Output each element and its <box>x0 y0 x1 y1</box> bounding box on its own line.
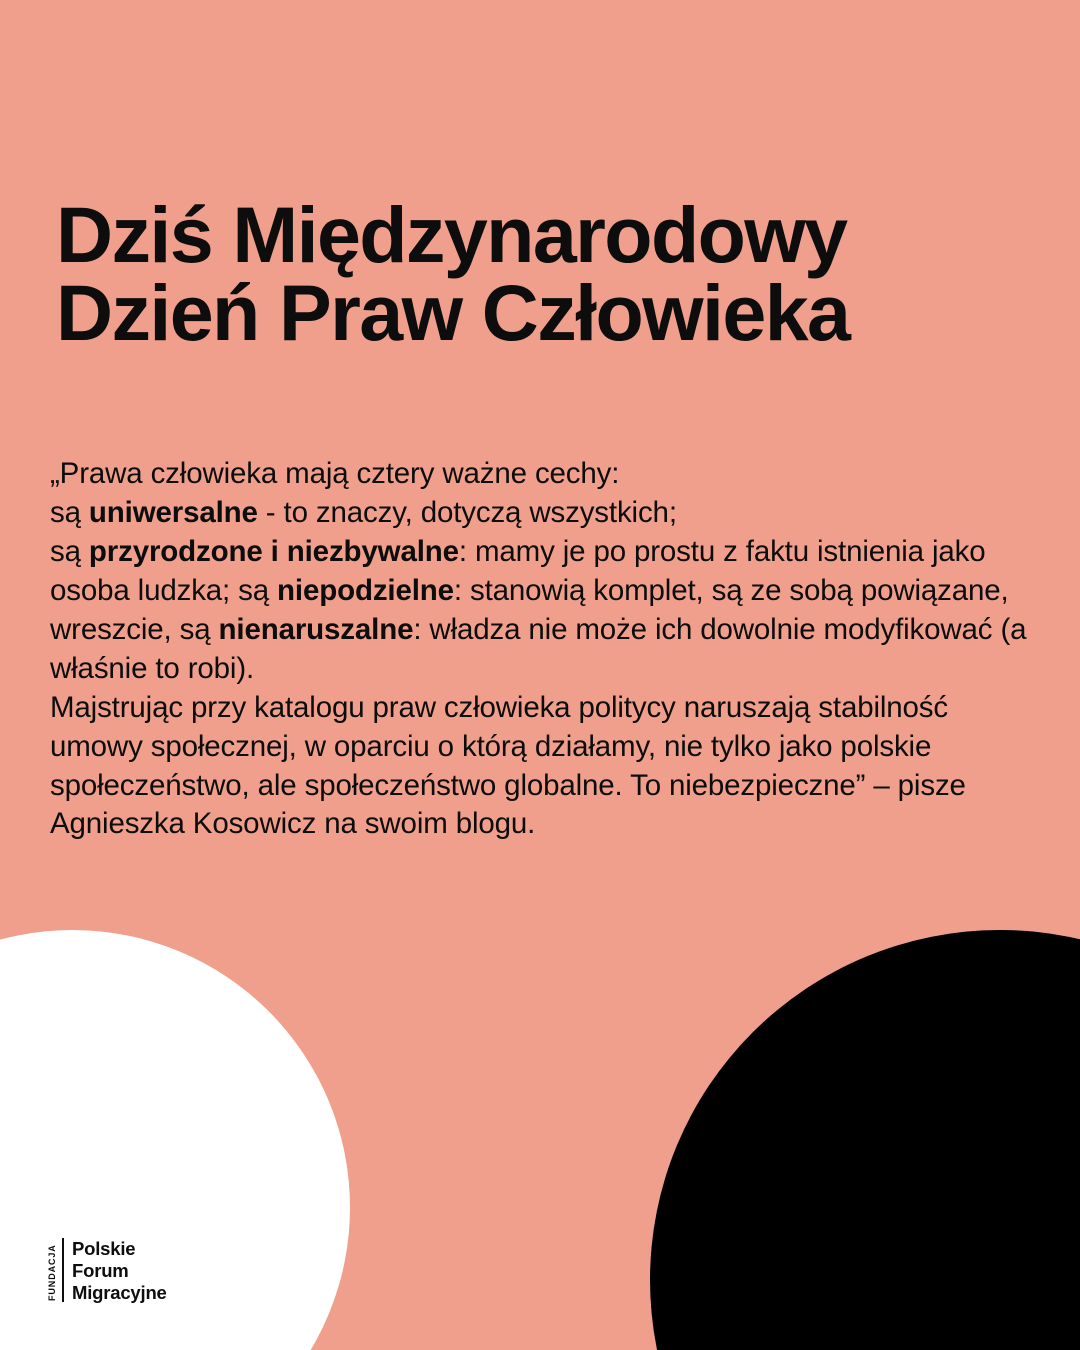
body-copy <box>50 455 1040 844</box>
body-bold-4: nienaruszalne <box>218 612 414 646</box>
body-text-1: „Prawa człowieka mają cztery ważne cechy: <box>50 457 620 490</box>
body-text-7: : władza nie może ich dowolnie modyfikować (a właśnie to robi). <box>50 612 1027 685</box>
body-text-3: - to znaczy, dotyczą wszystkich; <box>257 495 677 529</box>
body-text-4: są <box>50 534 89 568</box>
body-text-2: są <box>50 495 89 529</box>
decorative-black-circle <box>650 930 1080 1350</box>
logo-divider <box>62 1238 64 1302</box>
body-bold-3: niepodzielne <box>277 573 454 607</box>
logo-foundation-label: FUNDACJA <box>47 1244 57 1301</box>
page-title-line-2: Dzień Praw Człowieka <box>56 268 850 358</box>
body-paragraph-1 <box>50 455 1040 689</box>
organization-logo <box>48 1238 167 1303</box>
body-text-6: : stanowią komplet, są ze sobą powiązane, wreszcie, są <box>50 573 1009 646</box>
page-title <box>56 190 1016 358</box>
body-paragraph-2: Majstrując przy katalogu praw człowieka politycy naruszają stabilność umowy społecznej, w oparciu o którą działamy, nie tylko jako polskie społeczeństwo, ale społeczeństwo globalne. To niebezpieczne” – pisze Agnieszka Kosowicz na swoim blogu. <box>50 690 966 841</box>
logo-name-line-1: Polskie <box>72 1238 136 1259</box>
body-text-5: : mamy je po prostu z faktu istnienia jako osoba ludzka; są <box>50 534 986 607</box>
logo-name-line-2: Forum <box>72 1259 129 1281</box>
body-bold-1: uniwersalne <box>88 495 258 529</box>
page-title-line-1: Dziś Międzynarodowy <box>56 190 847 279</box>
body-bold-2: przyrodzone i niezbywalne <box>88 534 459 568</box>
logo-name <box>72 1238 167 1303</box>
logo-name-line-3: Migracyjne <box>72 1281 167 1303</box>
